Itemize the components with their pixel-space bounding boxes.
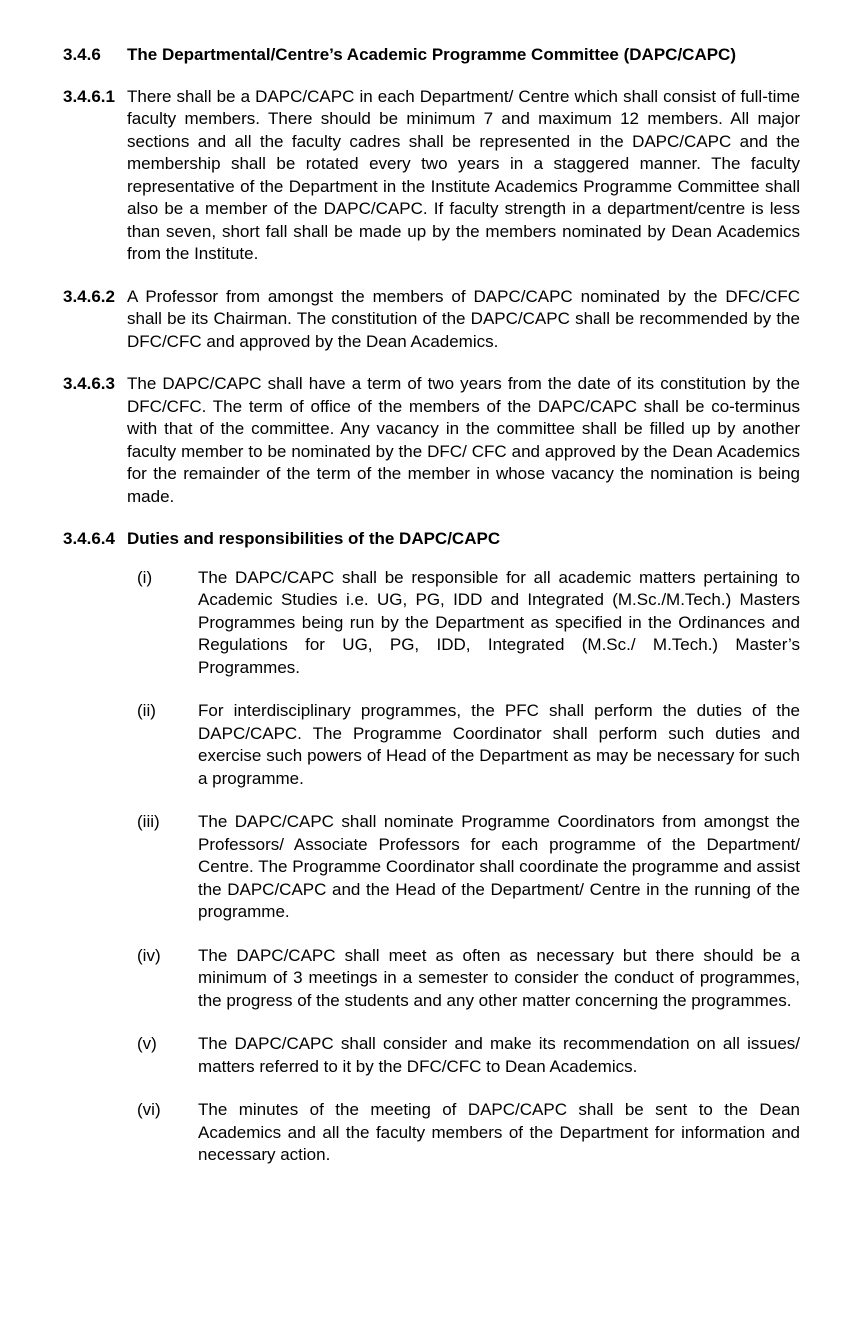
- list-item-vi: [137, 1099, 800, 1167]
- list-item-label: (i): [137, 567, 153, 587]
- paragraph-3462: [63, 286, 800, 354]
- list-item-text: The DAPC/CAPC shall meet as often as necessary but there should be a minimum of 3 meetings in a semester to consider the conduct of programmes, the progress of the students and any other matter concerning the programmes.: [198, 945, 800, 1010]
- paragraph-number: 3.4.6.3: [63, 374, 115, 393]
- section-number: 3.4.6: [63, 45, 101, 64]
- list-item-text: The DAPC/CAPC shall be responsible for all academic matters pertaining to Academic Studies i.e. UG, PG, IDD and Integrated (M.Sc./M.Tech.) Masters Programmes being run by the Department as specified in the Ordinances and Regulations for UG, PG, IDD, Integrated (M.Sc./ M.Tech.) Master’s Programmes.: [198, 567, 800, 677]
- list-item-v: [137, 1033, 800, 1078]
- paragraph-number: 3.4.6.2: [63, 286, 115, 306]
- section-heading: [63, 44, 800, 67]
- list-item-text: For interdisciplinary programmes, the PFC shall perform the duties of the DAPC/CAPC. The Programme Coordinator shall perform such duties and exercise such powers of Head of the Department as may be necessary for such a programme.: [198, 701, 800, 788]
- list-item-text: The DAPC/CAPC shall consider and make its recommendation on all issues/ matters referred to it by the DFC/CFC to Dean Academics.: [198, 1034, 800, 1076]
- paragraph-text: A Professor from amongst the members of DAPC/CAPC nominated by the DFC/CFC shall be its Chairman. The constitution of the DAPC/CAPC shall be recommended by the DFC/CFC and approved by the Dean Academics.: [127, 286, 800, 351]
- list-item-i: [137, 567, 800, 680]
- list-item-label: (v): [137, 1034, 157, 1053]
- list-item-label: (iv): [137, 945, 161, 965]
- subsection-title: Duties and responsibilities of the DAPC/CAPC: [127, 529, 501, 548]
- paragraph-3463: [63, 373, 800, 508]
- duties-list: [137, 567, 800, 1167]
- subsection-heading: [63, 528, 800, 551]
- list-item-text: The DAPC/CAPC shall nominate Programme Coordinators from amongst the Professors/ Associate Professors for each programme of the Department/ Centre. The Programme Coordinator shall coordinate the programme and assist the DAPC/CAPC and the Head of the Department/ Centre in the running of the programme.: [198, 812, 800, 921]
- paragraph-text: There shall be a DAPC/CAPC in each Department/ Centre which shall consist of full-time faculty members. There should be minimum 7 and maximum 12 members. All major sections and all the faculty cadres shall be represented in the DAPC/CAPC and the membership shall be rotated every two years in a staggered manner. The faculty representative of the Department in the Institute Academics Programme Committee shall also be a member of the DAPC/CAPC. If faculty strength in a department/centre is less than seven, short fall shall be made up by the members nominated by Dean Academics from the Institute.: [127, 86, 800, 263]
- list-item-label: (iii): [137, 812, 160, 831]
- paragraph-text: The DAPC/CAPC shall have a term of two years from the date of its constitution by the DFC/CFC. The term of office of the members of the DAPC/CAPC shall be co-terminus with that of the committee. Any vacancy in the committee shall be filled up by another faculty member to be nominated by the DFC/ CFC and approved by the Dean Academics for the remainder of the term of the member in whose vacancy the nomination is being made.: [127, 374, 800, 506]
- list-item-label: (vi): [137, 1100, 161, 1119]
- paragraph-number: 3.4.6.1: [63, 86, 115, 106]
- subsection-number: 3.4.6.4: [63, 529, 115, 548]
- list-item-text: The minutes of the meeting of DAPC/CAPC shall be sent to the Dean Academics and all the faculty members of the Department for information and necessary action.: [198, 1100, 800, 1164]
- list-item-ii: [137, 700, 800, 790]
- list-item-label: (ii): [137, 701, 156, 720]
- list-item-iii: [137, 811, 800, 924]
- list-item-iv: [137, 945, 800, 1013]
- section-title: The Departmental/Centre’s Academic Programme Committee (DAPC/CAPC): [127, 45, 736, 64]
- paragraph-3461: [63, 86, 800, 266]
